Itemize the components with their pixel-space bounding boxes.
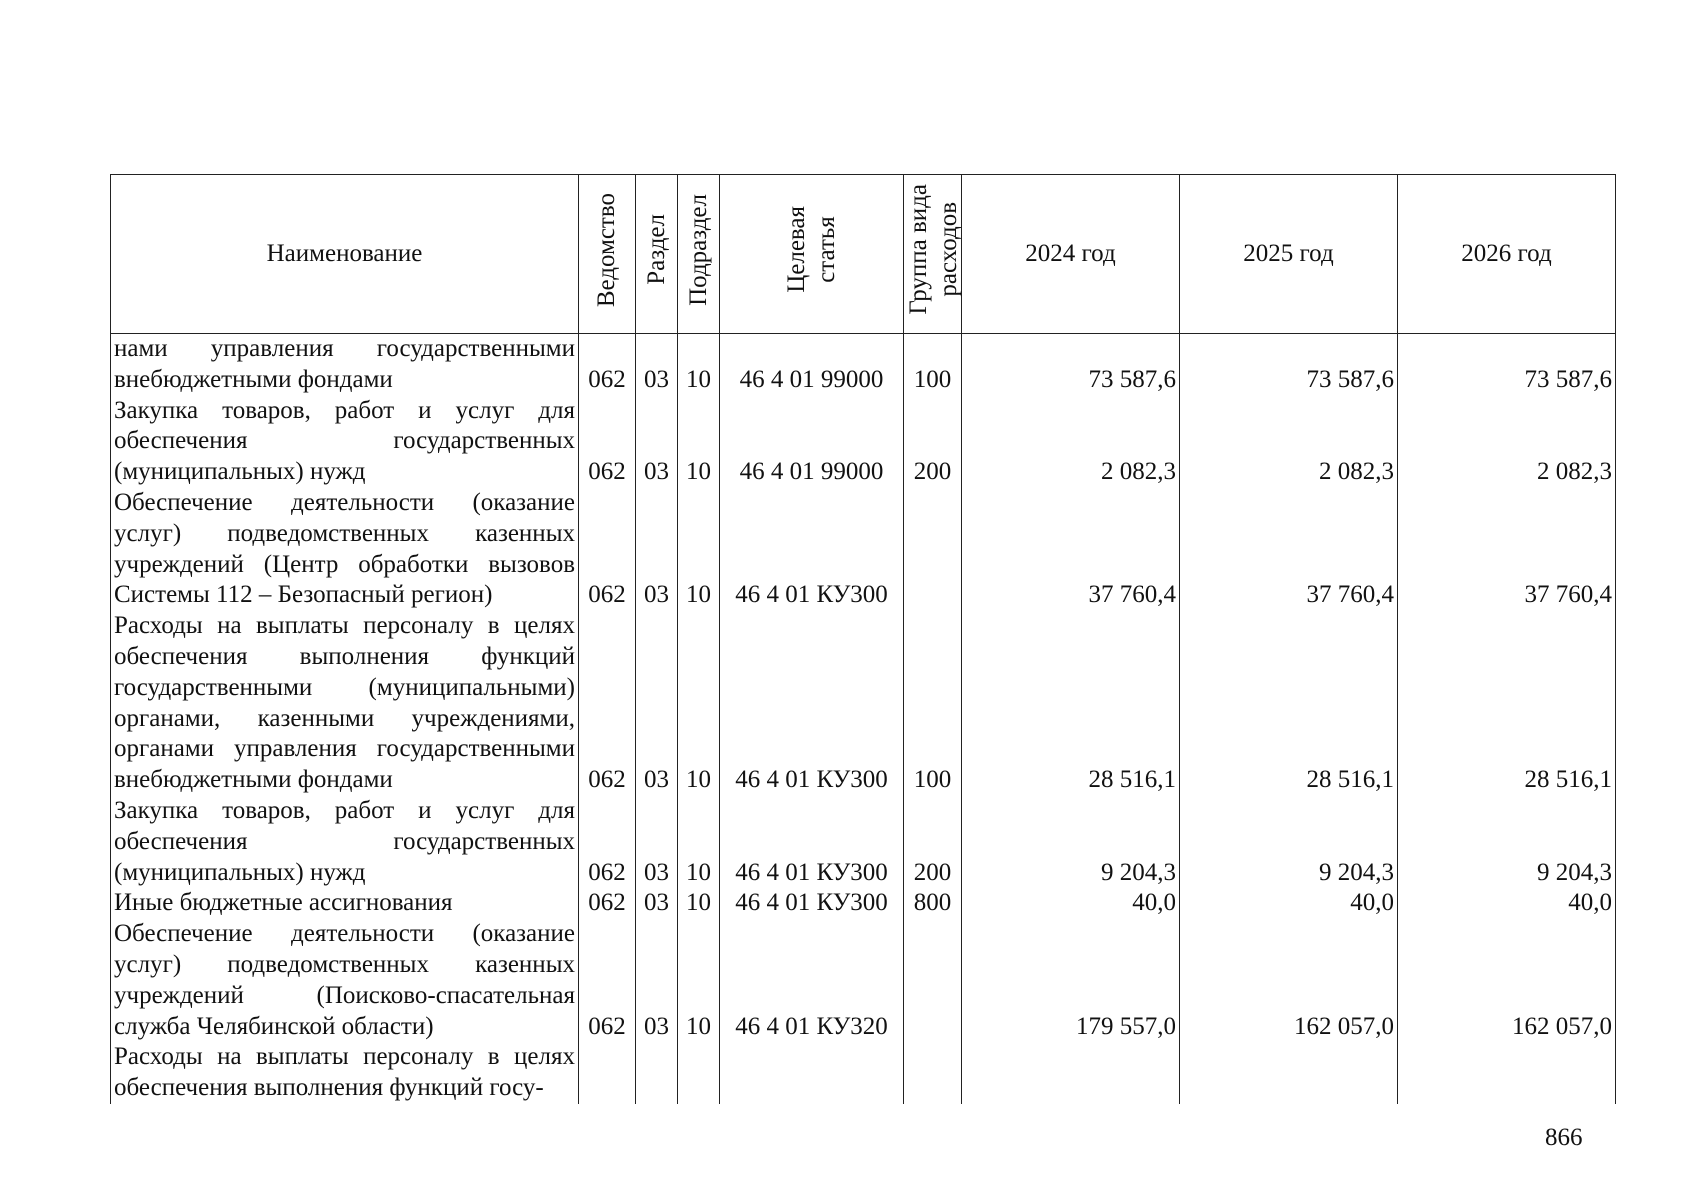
page-number: 866 — [1545, 1124, 1583, 1151]
cell-2024: 40,0 — [962, 888, 1180, 919]
table-row — [111, 1042, 1616, 1104]
cell-2026: 40,0 — [1398, 888, 1616, 919]
table-row — [111, 919, 1616, 1042]
cell-2026: 37 760,4 — [1398, 488, 1616, 611]
cell-razdel: 03 — [636, 396, 678, 488]
cell-podrazdel: 10 — [678, 611, 720, 796]
cell-podrazdel: 10 — [678, 919, 720, 1042]
cell-razdel: 03 — [636, 919, 678, 1042]
cell-gruppa-vida-rashodov — [904, 919, 962, 1042]
cell-2025 — [1180, 1042, 1398, 1104]
col-header-2025: 2025 год — [1180, 175, 1398, 334]
cell-gruppa-vida-rashodov: 100 — [904, 334, 962, 396]
table-header-row — [111, 175, 1616, 334]
col-header-podrazdel: Подраздел — [678, 175, 720, 334]
cell-celevaya-statya — [720, 1042, 904, 1104]
cell-2025: 28 516,1 — [1180, 611, 1398, 796]
cell-2024: 179 557,0 — [962, 919, 1180, 1042]
table-row — [111, 888, 1616, 919]
col-header-2026: 2026 год — [1398, 175, 1616, 334]
cell-name: Закупка товаров, работ и услуг для обеспечения государственных (муниципальных) нужд — [111, 396, 579, 488]
cell-2025: 162 057,0 — [1180, 919, 1398, 1042]
cell-gruppa-vida-rashodov: 100 — [904, 611, 962, 796]
table-row — [111, 611, 1616, 796]
cell-2026: 162 057,0 — [1398, 919, 1616, 1042]
table-row — [111, 334, 1616, 396]
cell-vedomstvo: 062 — [579, 888, 636, 919]
cell-2025: 73 587,6 — [1180, 334, 1398, 396]
cell-razdel — [636, 1042, 678, 1104]
cell-name: Закупка товаров, работ и услуг для обеспечения государственных (муниципальных) нужд — [111, 796, 579, 888]
cell-2024: 9 204,3 — [962, 796, 1180, 888]
cell-podrazdel — [678, 1042, 720, 1104]
cell-celevaya-statya: 46 4 01 КУ300 — [720, 488, 904, 611]
cell-celevaya-statya: 46 4 01 КУ320 — [720, 919, 904, 1042]
col-header-razdel: Раздел — [636, 175, 678, 334]
cell-2024: 28 516,1 — [962, 611, 1180, 796]
cell-podrazdel: 10 — [678, 396, 720, 488]
table-body — [111, 334, 1616, 1104]
cell-name: нами управления государственными внебюджетными фондами — [111, 334, 579, 396]
cell-2026: 9 204,3 — [1398, 796, 1616, 888]
cell-razdel: 03 — [636, 334, 678, 396]
cell-vedomstvo: 062 — [579, 334, 636, 396]
budget-table — [110, 174, 1616, 1104]
cell-vedomstvo: 062 — [579, 796, 636, 888]
cell-podrazdel: 10 — [678, 796, 720, 888]
cell-podrazdel: 10 — [678, 488, 720, 611]
budget-table-sheet — [110, 174, 1615, 1104]
cell-celevaya-statya: 46 4 01 99000 — [720, 396, 904, 488]
cell-2026: 73 587,6 — [1398, 334, 1616, 396]
cell-vedomstvo: 062 — [579, 919, 636, 1042]
cell-razdel: 03 — [636, 796, 678, 888]
cell-vedomstvo: 062 — [579, 611, 636, 796]
cell-2025: 9 204,3 — [1180, 796, 1398, 888]
cell-celevaya-statya: 46 4 01 КУ300 — [720, 796, 904, 888]
cell-name: Расходы на выплаты персоналу в целях обеспечения выполнения функций госу- — [111, 1042, 579, 1104]
cell-gruppa-vida-rashodov: 200 — [904, 396, 962, 488]
cell-razdel: 03 — [636, 888, 678, 919]
cell-podrazdel: 10 — [678, 888, 720, 919]
cell-2024: 73 587,6 — [962, 334, 1180, 396]
cell-2024 — [962, 1042, 1180, 1104]
cell-name: Расходы на выплаты персоналу в целях обеспечения выполнения функций государственными (муниципальными) органами, казенными учреждениями, органами управления государственными внебюджетными фондами — [111, 611, 579, 796]
cell-gruppa-vida-rashodov: 800 — [904, 888, 962, 919]
cell-2026: 2 082,3 — [1398, 396, 1616, 488]
col-header-gruppa-vida-rashodov: Группа вида расходов — [904, 175, 962, 334]
table-row — [111, 488, 1616, 611]
table-row — [111, 396, 1616, 488]
cell-celevaya-statya: 46 4 01 КУ300 — [720, 611, 904, 796]
cell-2026: 28 516,1 — [1398, 611, 1616, 796]
cell-2024: 37 760,4 — [962, 488, 1180, 611]
cell-name: Иные бюджетные ассигнования — [111, 888, 579, 919]
col-header-vedomstvo: Ведомство — [579, 175, 636, 334]
col-header-celevaya-statya: Целевая статья — [720, 175, 904, 334]
cell-2026 — [1398, 1042, 1616, 1104]
table-row — [111, 796, 1616, 888]
cell-2025: 2 082,3 — [1180, 396, 1398, 488]
cell-celevaya-statya: 46 4 01 КУ300 — [720, 888, 904, 919]
cell-name: Обеспечение деятельности (оказание услуг) подведомственных казенных учреждений (Поисково-спасательная служба Челябинской области) — [111, 919, 579, 1042]
cell-2025: 37 760,4 — [1180, 488, 1398, 611]
cell-name: Обеспечение деятельности (оказание услуг) подведомственных казенных учреждений (Центр обработки вызовов Системы 112 – Безопасный регион) — [111, 488, 579, 611]
cell-podrazdel: 10 — [678, 334, 720, 396]
cell-razdel: 03 — [636, 488, 678, 611]
cell-celevaya-statya: 46 4 01 99000 — [720, 334, 904, 396]
cell-2025: 40,0 — [1180, 888, 1398, 919]
cell-razdel: 03 — [636, 611, 678, 796]
cell-vedomstvo — [579, 1042, 636, 1104]
cell-2024: 2 082,3 — [962, 396, 1180, 488]
cell-gruppa-vida-rashodov — [904, 488, 962, 611]
cell-vedomstvo: 062 — [579, 488, 636, 611]
cell-vedomstvo: 062 — [579, 396, 636, 488]
cell-gruppa-vida-rashodov — [904, 1042, 962, 1104]
col-header-name: Наименование — [111, 175, 579, 334]
col-header-2024: 2024 год — [962, 175, 1180, 334]
cell-gruppa-vida-rashodov: 200 — [904, 796, 962, 888]
